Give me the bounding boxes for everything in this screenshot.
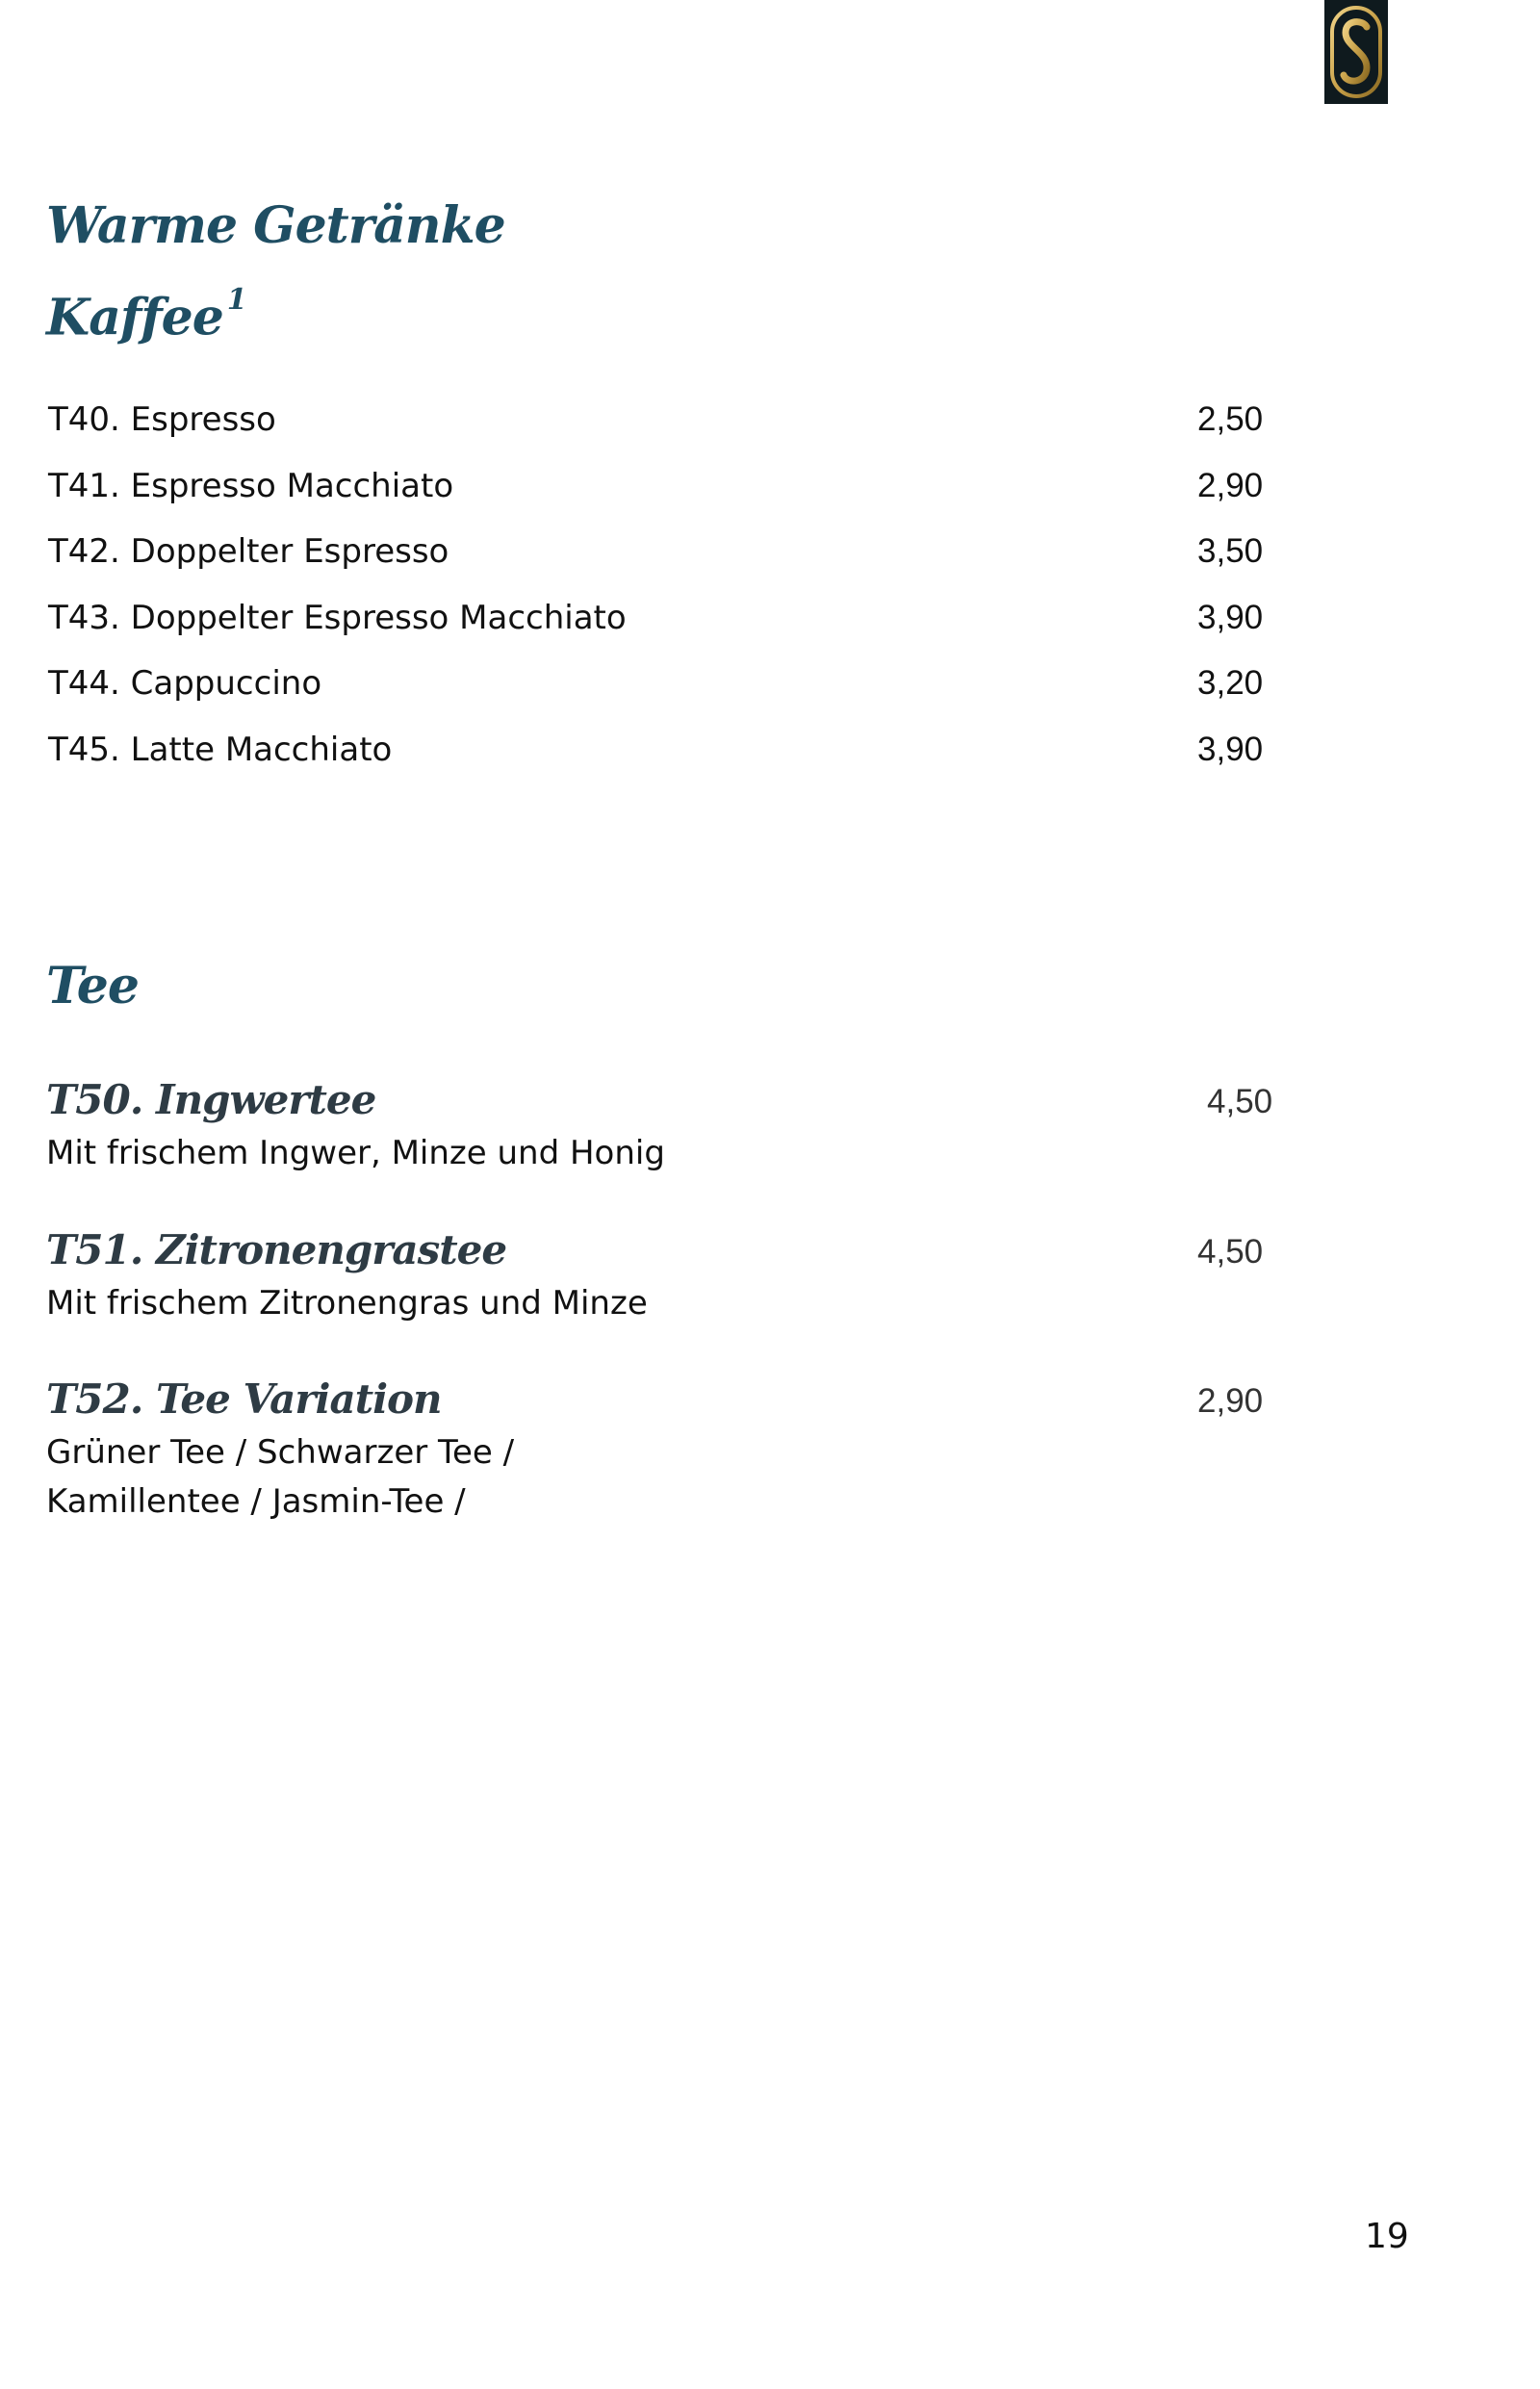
coffee-item-price: 3,50 — [1197, 532, 1264, 570]
section-title-tee: Tee — [46, 957, 139, 1015]
kaffee-footnote-mark: 1 — [226, 283, 246, 317]
tea-item — [46, 1073, 1297, 1178]
coffee-item — [48, 528, 1280, 595]
coffee-item-price: 3,90 — [1197, 730, 1264, 768]
coffee-item-name: T41. Espresso Macchiato — [48, 466, 454, 505]
coffee-item — [48, 397, 1280, 463]
tea-item-description: Kamillentee / Jasmin-Tee / — [46, 1482, 466, 1521]
tea-item-price: 4,50 — [1207, 1083, 1273, 1120]
coffee-item — [48, 463, 1280, 529]
tea-item-description: Grüner Tee / Schwarzer Tee / — [46, 1433, 515, 1472]
coffee-item — [48, 660, 1280, 727]
coffee-item — [48, 727, 1280, 793]
tea-item-name: T52. Tee Variation — [46, 1375, 442, 1423]
tea-item-description: Mit frischem Zitronengras und Minze — [46, 1284, 648, 1323]
tea-item — [46, 1223, 1297, 1328]
tea-item-name: T51. Zitronengrastee — [46, 1226, 507, 1273]
coffee-item-name: T43. Doppelter Espresso Macchiato — [48, 598, 627, 637]
coffee-item-price: 2,90 — [1197, 466, 1264, 504]
coffee-item-price: 3,90 — [1197, 598, 1264, 636]
kaffee-title-text: Kaffee — [46, 288, 223, 347]
coffee-item-name: T45. Latte Macchiato — [48, 730, 393, 769]
coffee-item-name: T42. Doppelter Espresso — [48, 532, 449, 571]
coffee-item — [48, 595, 1280, 661]
tea-item-price: 2,90 — [1197, 1382, 1264, 1420]
tea-item-description: Mit frischem Ingwer, Minze und Honig — [46, 1134, 665, 1172]
coffee-item-price: 3,20 — [1197, 664, 1264, 702]
tea-item-name: T50. Ingwertee — [46, 1076, 376, 1123]
tea-item — [46, 1373, 1297, 1527]
section-title-warme-getraenke: Warme Getränke — [46, 196, 505, 255]
page-number: 19 — [1365, 2217, 1409, 2256]
coffee-list — [48, 397, 1280, 792]
coffee-item-name: T40. Espresso — [48, 400, 276, 439]
brand-logo — [1324, 0, 1388, 104]
coffee-item-name: T44. Cappuccino — [48, 664, 322, 703]
tea-item-price: 4,50 — [1197, 1233, 1264, 1271]
section-title-kaffee — [46, 279, 246, 347]
logo-emblem-icon — [1324, 0, 1388, 104]
coffee-item-price: 2,50 — [1197, 400, 1264, 438]
